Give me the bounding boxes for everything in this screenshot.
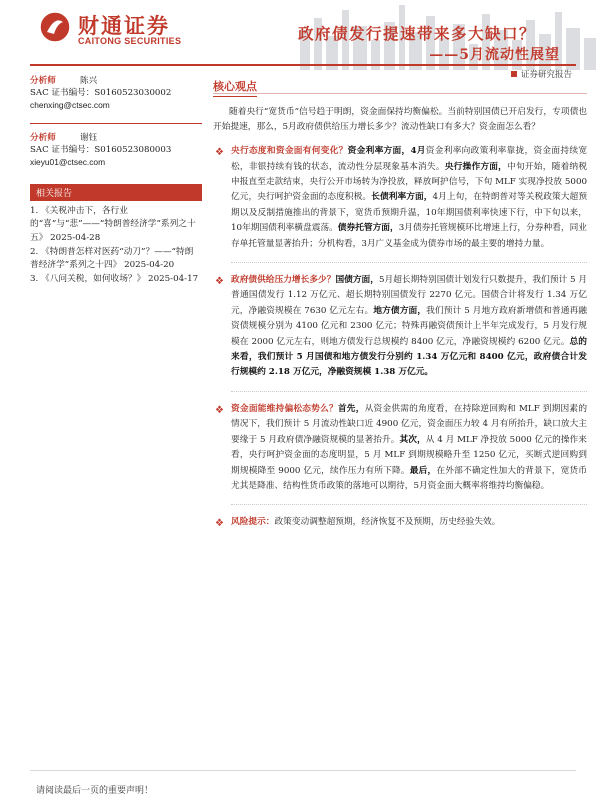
analyst-sac: SAC 证书编号：S0160523080003: [30, 145, 172, 155]
analyst-name: 陈兴: [80, 76, 98, 86]
diamond-bullet-icon: ❖: [215, 518, 224, 530]
analyst-name: 谢钰: [80, 133, 98, 143]
sidebar-divider: [30, 123, 202, 124]
sidebar: [30, 75, 202, 288]
key-point-1: ❖ 央行态度和资金面有何变化？资金利率方面，4月资金利率向政策利率靠拢，资金面持续宽松，非银持续有钱的状态，流动性分层现象基本消失。央行操作方面，中旬开始，随着纳税申报直至走款结束，央行公开市场转为净投放，释放呵护信号，下旬 MLF 实现净投放 5000 亿元，央行呵护资金面的态度积极。长债利率方面，4月上旬，在特朗普对等关税政策大超预期以及反制措施推出的背景下，宽货币预期升温，10年期国债利率快速下行，中下旬以来，10年期国债利率横盘震荡。债券托管方面，3月债券托管规模环比增速上行，分券种看，同业存单托管量显著抬升；分机构看，3月广义基金成为债券市场的最主要的增持力量。: [215, 146, 588, 249]
key-point-lead: 资金面能维持偏松态势么？: [231, 403, 338, 414]
risk-warning-lead: 风险提示：: [231, 517, 275, 528]
header-divider: [30, 64, 576, 66]
report-subtitle: ——5月流动性展望: [429, 47, 560, 63]
diamond-bullet-icon: ❖: [215, 147, 224, 159]
report-title: 政府债发行提速带来多大缺口？: [297, 24, 536, 43]
page-header: [0, 0, 600, 80]
diamond-bullet-icon: ❖: [215, 404, 224, 416]
analyst-role: 分析师: [30, 133, 56, 143]
key-point-lead: 政府债供给压力增长多少？: [231, 275, 336, 286]
related-report-item[interactable]: 3. 《八问关税，如何收场？》 2025-04-17: [30, 274, 199, 285]
dotted-divider: [231, 262, 587, 263]
key-point-lead: 央行态度和资金面有何变化？: [231, 146, 348, 157]
dotted-divider: [231, 504, 587, 505]
brand-name-cn: 财通证券: [78, 14, 170, 38]
related-report-item[interactable]: 1. 《关税冲击下，各行业的“喜”与“悲”——“特朗普经济学”系列之十五》 2025-04-28: [30, 206, 196, 243]
brand-mark-icon: [38, 10, 72, 44]
footer-divider: [30, 770, 576, 771]
analyst-sac: SAC 证书编号：S0160523030002: [30, 88, 172, 98]
main-content: [213, 75, 587, 531]
diamond-bullet-icon: ❖: [215, 276, 224, 288]
related-reports-list: [30, 205, 202, 287]
brand-logo: [38, 8, 198, 48]
report-type: 证券研究报告: [511, 68, 572, 80]
core-view-heading: 核心观点: [213, 76, 257, 97]
key-point-2: ❖ 政府债供给压力增长多少？国债方面，5月超长期特别国债计划发行只数提升，我们预计 5 月普通国债发行 1.12 万亿元、超长期特别国债发行 2270 亿元。国债合计将发行 1.34 万亿元，净融资规模在 7630 亿元左右。地方债方面，我们预计 5 月地方政府新增债和普通再融资债规模分别为 4100 亿元和 2300 亿元；特殊再融资债预计上半年完成发行，5 月发行规模在 2000 亿元左右，则地方债发行总规模约 8400 亿元，净融资规模约 6200 亿元。总的来看，我们预计 5 月国债和地方债发行分别约 1.34 万亿元和 8400 亿元，政府债合计发行规模约 2.18 万亿元，净融资规模 1.38 万亿元。: [215, 275, 588, 378]
analyst-card: [30, 132, 202, 168]
dotted-divider: [231, 391, 587, 392]
analyst-role: 分析师: [30, 76, 56, 86]
intro-paragraph: 随着央行“宽货币”信号趋于明朗，资金面保持均衡偏松。当前特别国债已开启发行，专项债也开始提速，那么，5月政府债供给压力增长多少？流动性缺口有多大？资金面怎么看？: [213, 107, 587, 132]
analyst-card: [30, 75, 202, 111]
related-reports-heading: 相关报告: [30, 184, 202, 201]
key-point-3: ❖ 资金面能维持偏松态势么？首先，从资金供需的角度看，在持除逆回购和 MLF 到期因素的情况下，我们预计 5 月流动性缺口近 4900 亿元，资金面压力较 4 月有所抬升，缺口放大主要缘于 5 月政府债净融资规模的显著抬升。其次，从 4 月 MLF 净投放 5000 亿元的操作来看，央行呵护资金面的态度明显，5 月 MLF 到期规模略升至 1250 亿元，买断式逆回购到期规模降至 9000 亿元，续作压力有所下降。最后，在外部不确定性加大的背景下，宽货币尤其是降准、结构性货币政策的落地可以期待，5月资金面大概率将维持均衡偏稳。: [215, 403, 588, 491]
related-report-item[interactable]: 2. 《特朗普怎样对医药“动刀”？——“特朗普经济学”系列之十四》 2025-04-20: [30, 246, 194, 271]
risk-warning: ❖ 风险提示：政策变动调整超预期，经济恢复不及预期，历史经验失效。: [213, 515, 587, 530]
analyst-email[interactable]: chenxing@ctsec.com: [30, 100, 110, 110]
analyst-email[interactable]: xieyu01@ctsec.com: [30, 157, 106, 167]
section-divider: [213, 93, 587, 94]
footer-disclaimer: 请阅读最后一页的重要声明！: [36, 786, 154, 796]
brand-name-en: CAITONG SECURITIES: [78, 36, 182, 46]
